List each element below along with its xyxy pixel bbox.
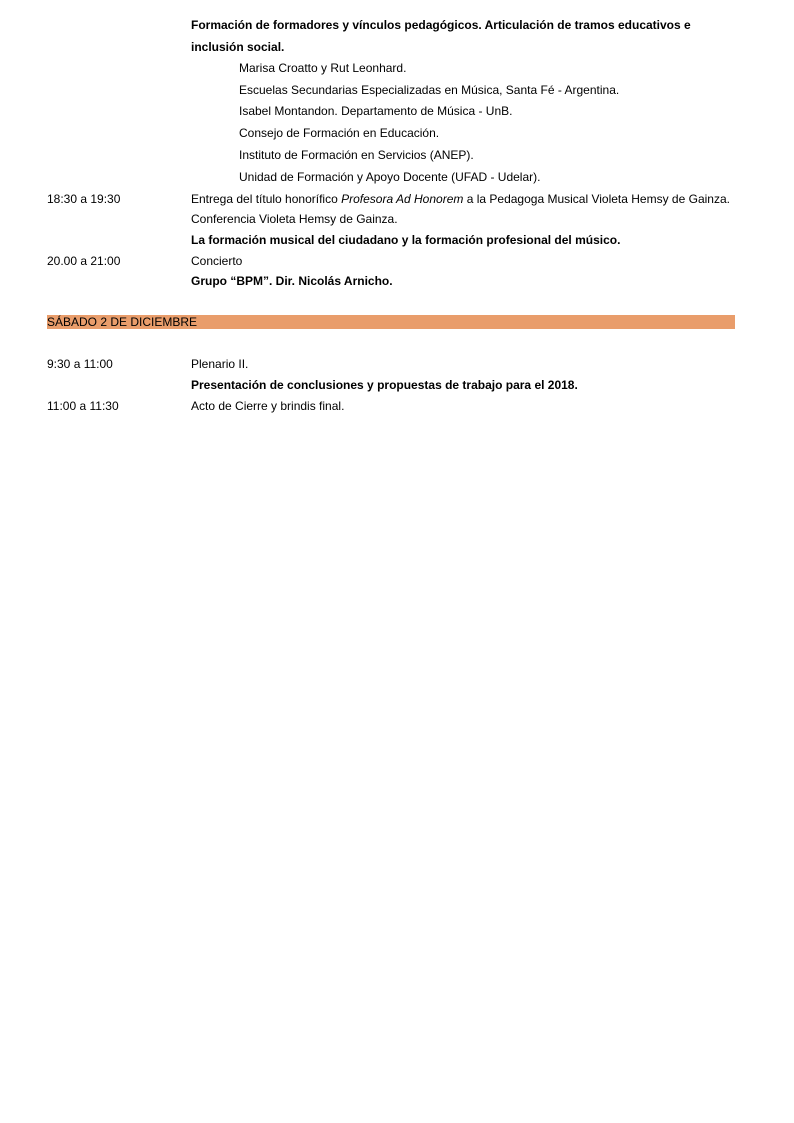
session-title-cont: inclusión social. (191, 40, 285, 54)
session-title: Formación de formadores y vínculos pedagógicos. Articulación de tramos educativos e (191, 18, 691, 32)
schedule-description (191, 192, 730, 206)
conference-line: Conferencia Violeta Hemsy de Gainza. (191, 212, 398, 226)
description-text: Entrega del título honorífico (191, 192, 342, 206)
day-header-bar (47, 315, 735, 329)
plenary-label: Plenario II. (191, 357, 249, 371)
schedule-time: 20.00 a 21:00 (47, 254, 121, 268)
day-header-label: SÁBADO 2 DE DICIEMBRE (47, 315, 198, 329)
participant-item: Marisa Croatto y Rut Leonhard. (239, 61, 407, 75)
plenary-title: Presentación de conclusiones y propuestas de trabajo para el 2018. (191, 378, 578, 392)
conference-title: La formación musical del ciudadano y la formación profesional del músico. (191, 233, 621, 247)
closing-label: Acto de Cierre y brindis final. (191, 399, 345, 413)
concert-label: Concierto (191, 254, 243, 268)
schedule-time: 9:30 a 11:00 (47, 357, 113, 371)
schedule-time: 11:00 a 11:30 (47, 399, 119, 413)
participant-item: Instituto de Formación en Servicios (ANEP). (239, 148, 474, 162)
concert-title: Grupo “BPM”. Dir. Nicolás Arnicho. (191, 274, 393, 288)
participant-item: Consejo de Formación en Educación. (239, 126, 440, 140)
participant-item: Unidad de Formación y Apoyo Docente (UFAD - Udelar). (239, 170, 541, 184)
participant-item: Isabel Montandon. Departamento de Música - UnB. (239, 104, 513, 118)
description-text: a la Pedagoga Musical Violeta Hemsy de Gainza. (463, 192, 730, 206)
participant-item: Escuelas Secundarias Especializadas en Música, Santa Fé - Argentina. (239, 83, 620, 97)
schedule-time: 18:30 a 19:30 (47, 192, 121, 206)
honorary-title: Profesora Ad Honorem (341, 192, 464, 206)
